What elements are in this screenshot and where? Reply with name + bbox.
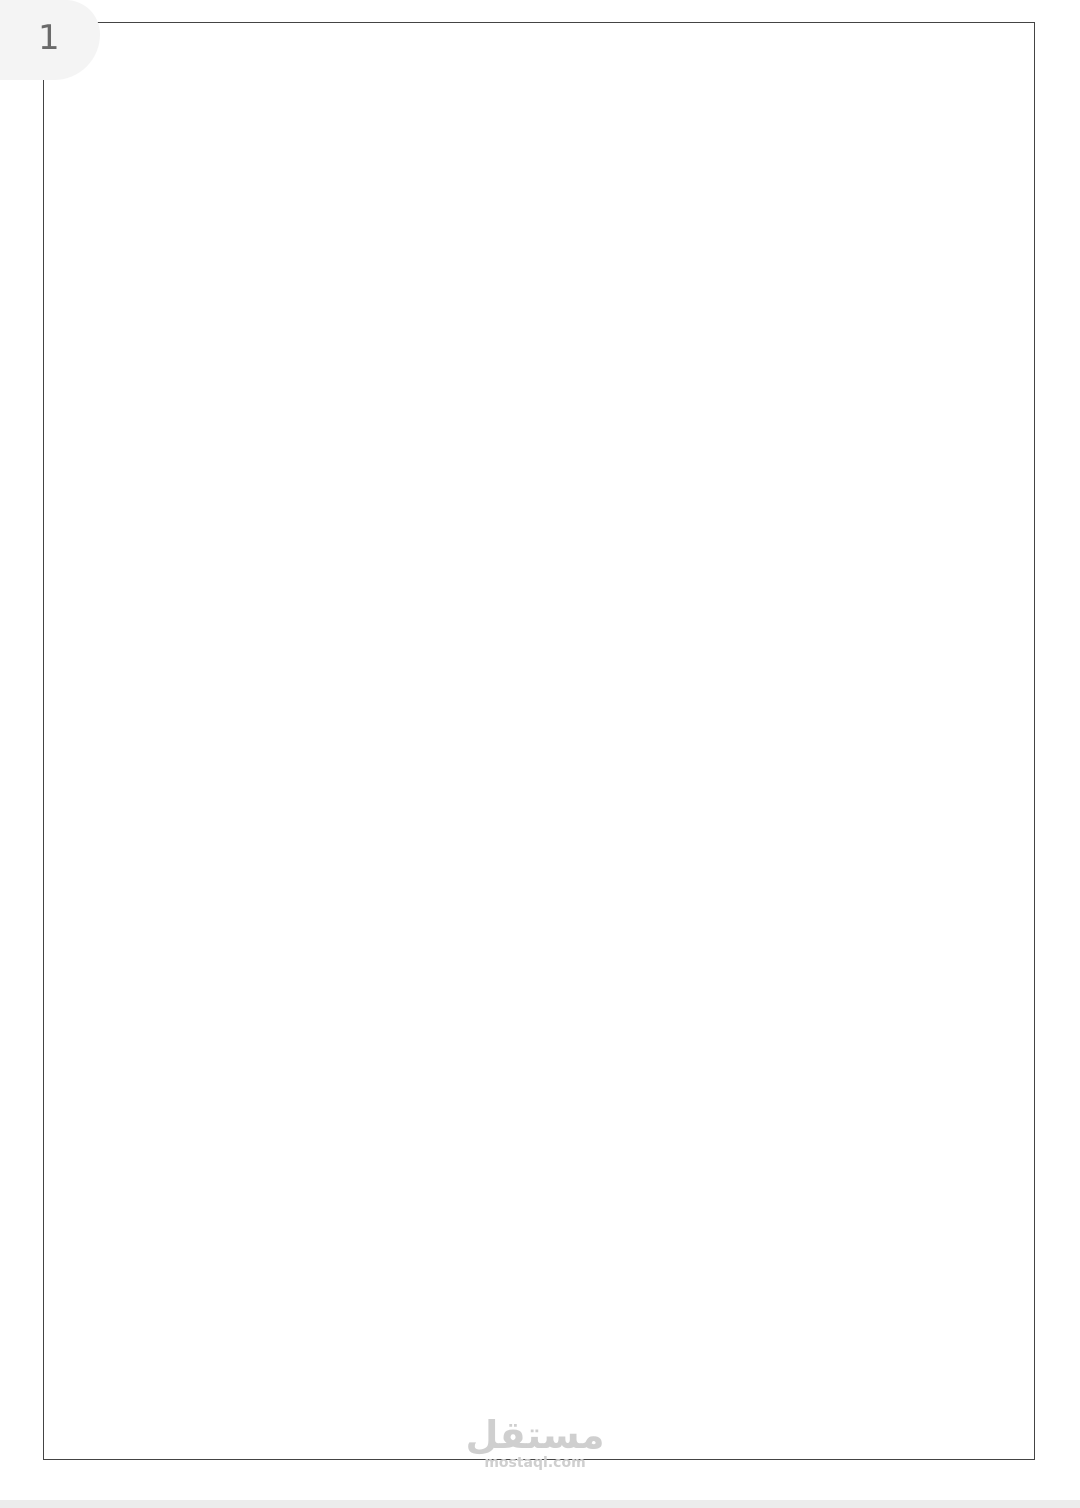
watermark-url: mostaql.com [484, 1455, 586, 1471]
page-number-badge [0, 0, 100, 80]
document-page [43, 22, 1035, 1460]
bottom-scroll-edge [0, 1500, 1080, 1508]
watermark-logo: مستقل [465, 1413, 605, 1457]
page-number-label: 1 [38, 18, 60, 58]
watermark [460, 1415, 610, 1471]
